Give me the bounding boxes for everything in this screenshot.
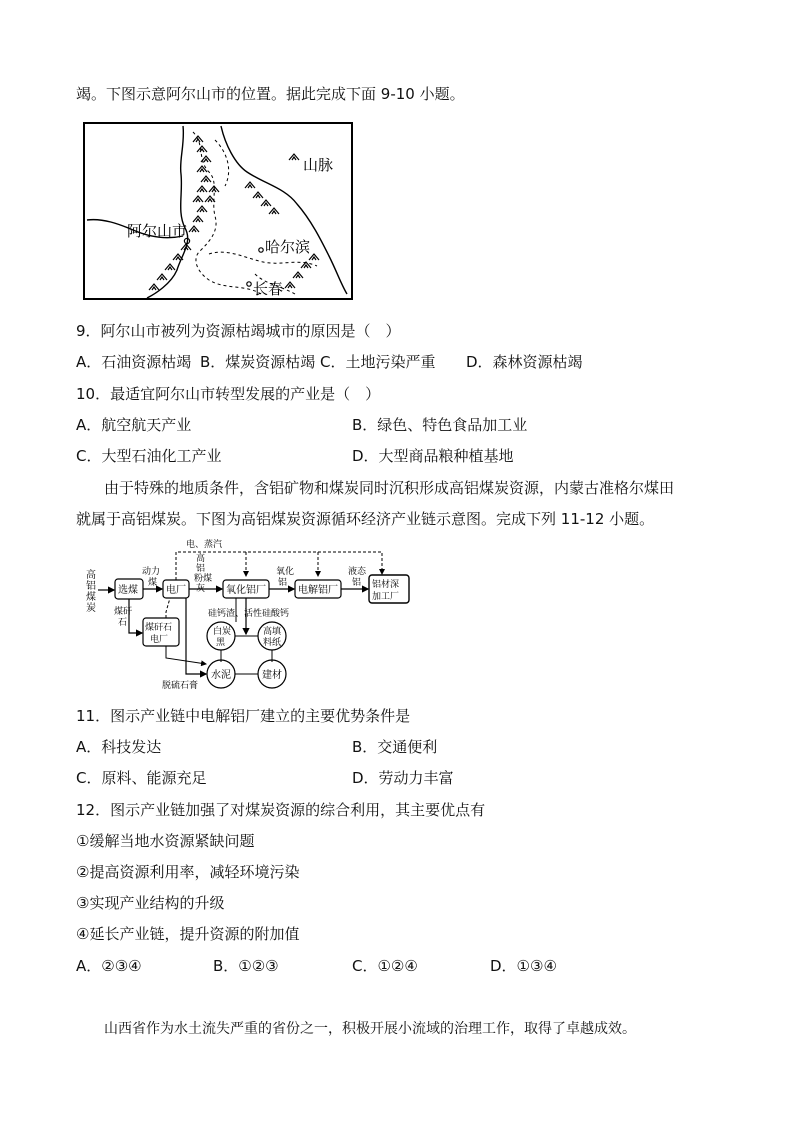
q11-option-a[interactable]: A．科技发达	[76, 738, 162, 756]
passage-line-2: 就属于高铝煤炭。下图为高铝煤炭资源循环经济产业链示意图。完成下列 11-12 小题。	[76, 510, 655, 528]
map-drawing	[85, 124, 351, 298]
intro-line: 竭。下图示意阿尔山市的位置。据此完成下面 9-10 小题。	[76, 85, 465, 103]
q12-option-b[interactable]: B．①②③	[213, 957, 279, 975]
q12-option-a[interactable]: A．②③④	[76, 957, 142, 975]
q9-stem: 9．阿尔山市被列为资源枯竭城市的原因是（ ）	[76, 322, 401, 340]
q9-option-b[interactable]: B．煤炭资源枯竭	[200, 353, 316, 371]
flow-power-coal-2: 煤	[148, 578, 158, 588]
flow-byproduct: 硅钙渣、活性硅酸钙	[208, 609, 290, 619]
flow-fly-ash-3: 粉煤	[194, 574, 213, 584]
q10-option-a[interactable]: A．航空航天产业	[76, 416, 192, 434]
flow-fly-ash-4: 灰	[196, 584, 206, 594]
flow-input-3: 煤	[86, 592, 96, 603]
q12-statement-3: ③实现产业结构的升级	[76, 894, 225, 912]
flow-drawing	[82, 538, 422, 690]
flow-cement: 水泥	[211, 670, 231, 681]
q9-option-d[interactable]: D．森林资源枯竭	[466, 353, 583, 371]
flow-steam: 电、蒸汽	[186, 540, 223, 550]
flow-gypsum: 脱硫石膏	[162, 681, 199, 690]
industry-chain-diagram	[82, 538, 422, 690]
q12-statement-4: ④延长产业链，提升资源的附加值	[76, 925, 300, 943]
q10-option-d[interactable]: D．大型商品粮种植基地	[352, 447, 514, 465]
q12-statement-1: ①缓解当地水资源紧缺问题	[76, 832, 255, 850]
flow-select: 选煤	[118, 585, 138, 596]
map-label-changchun: 长春	[253, 280, 284, 298]
flow-white-carbon-2: 黑	[216, 638, 226, 648]
flow-paper-2: 料纸	[263, 638, 282, 648]
flow-gangue-plant-2: 电厂	[150, 635, 169, 645]
location-map	[83, 122, 353, 300]
flow-paper-1: 高填	[263, 627, 282, 637]
q12-option-d[interactable]: D．①③④	[490, 957, 557, 975]
flow-gangue-1: 煤矸	[114, 607, 133, 617]
flow-gangue-2: 石	[118, 618, 128, 628]
q12-option-c[interactable]: C．①②④	[352, 957, 418, 975]
flow-liquid-al-2: 铝	[352, 578, 362, 588]
flow-power-coal-1: 动力	[142, 567, 161, 577]
q10-stem: 10．最适宜阿尔山市转型发展的产业是（ ）	[76, 385, 381, 403]
footer-passage: 山西省作为水土流失严重的省份之一，积极开展小流域的治理工作，取得了卓越成效。	[104, 1021, 636, 1037]
flow-alumina-1: 氧化	[276, 567, 295, 577]
flow-input-2: 铝	[86, 581, 96, 592]
q11-option-c[interactable]: C．原料、能源充足	[76, 769, 207, 787]
map-label-harbin: 哈尔滨	[265, 238, 311, 256]
flow-white-carbon-1: 白炭	[213, 627, 232, 637]
flow-gangue-plant-1: 煤矸石	[145, 623, 173, 633]
flow-deep-2: 加工厂	[372, 592, 400, 602]
passage-line-1: 由于特殊的地质条件，含铝矿物和煤炭同时沉积形成高铝煤炭资源，内蒙古准格尔煤田	[104, 479, 675, 497]
flow-building: 建材	[262, 670, 282, 681]
map-label-mountain: 山脉	[303, 156, 334, 174]
q10-option-b[interactable]: B．绿色、特色食品加工业	[352, 416, 528, 434]
q9-option-a[interactable]: A．石油资源枯竭	[76, 353, 192, 371]
flow-alumina-plant: 氧化铝厂	[226, 585, 266, 596]
q12-stem: 12．图示产业链加强了对煤炭资源的综合利用，其主要优点有	[76, 801, 486, 819]
q11-option-d[interactable]: D．劳动力丰富	[352, 769, 454, 787]
flow-alumina-2: 铝	[278, 578, 288, 588]
flow-fly-ash-2: 铝	[196, 564, 206, 574]
flow-deep-1: 铝材深	[372, 580, 400, 590]
q11-stem: 11．图示产业链中电解铝厂建立的主要优势条件是	[76, 707, 411, 725]
flow-electrolysis: 电解铝厂	[298, 585, 338, 596]
q11-option-b[interactable]: B．交通便利	[352, 738, 438, 756]
q12-statement-2: ②提高资源利用率，减轻环境污染	[76, 863, 300, 881]
flow-input-1: 高	[86, 570, 96, 581]
q10-option-c[interactable]: C．大型石油化工产业	[76, 447, 222, 465]
flow-input-4: 炭	[86, 603, 96, 614]
flow-liquid-al-1: 液态	[348, 567, 367, 577]
q9-option-c[interactable]: C．土地污染严重	[320, 353, 436, 371]
flow-fly-ash-1: 高	[196, 554, 206, 564]
flow-plant: 电厂	[166, 585, 186, 596]
map-label-aershan: 阿尔山市	[127, 222, 188, 240]
